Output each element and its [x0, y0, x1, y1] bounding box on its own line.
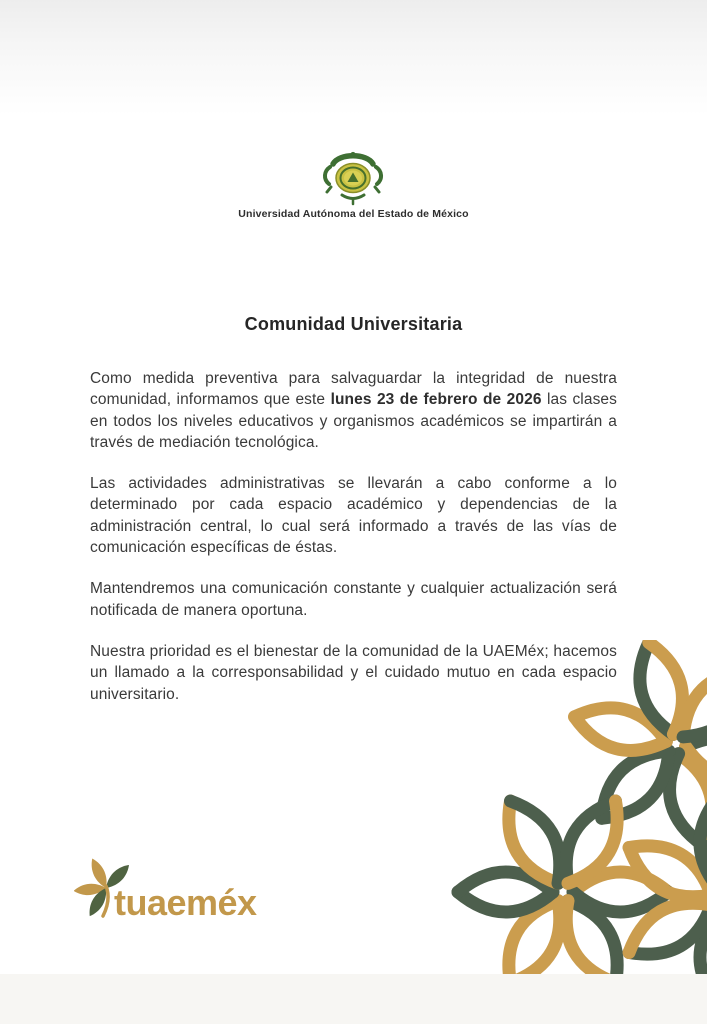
leaf-pattern-decoration: [449, 640, 707, 974]
wordmark-text: tuaeméx: [114, 882, 257, 923]
paragraph-1-pre: Como medida preventiva para salvaguardar la integridad de nuestra comunidad, informamos que este: [90, 370, 617, 409]
highlight-date: lunes 23 de febrero de 2026: [330, 391, 542, 409]
paragraph-2: Las actividades administrativas se llevarán a cabo conforme a lo determinado por cada espacio académico y dependencias de la administración central, lo cual será informado a través de las vías de comunicación específicas de éstas.: [90, 475, 617, 557]
uaem-crest-icon: [320, 150, 386, 208]
paragraph-4: Nuestra prioridad es el bienestar de la comunidad de la UAEMéx; hacemos un llamado a la corresponsabilidad y el cuidado mutuo en cada espacio universitario.: [90, 642, 617, 703]
paragraph-1: [90, 368, 617, 453]
paragraph-1-post: las clases en todos los niveles educativos y organismos académicos se impartirán a través de mediación tecnológica.: [90, 391, 617, 451]
tuaemex-logo: [74, 846, 274, 930]
university-name: Universidad Autónoma del Estado de México: [238, 208, 469, 220]
page-title: Comunidad Universitaria: [244, 314, 463, 334]
background-strip: [0, 974, 707, 1024]
paragraph-3: Mantendremos una comunicación constante y cualquier actualización será notificada de manera oportuna.: [90, 580, 617, 619]
